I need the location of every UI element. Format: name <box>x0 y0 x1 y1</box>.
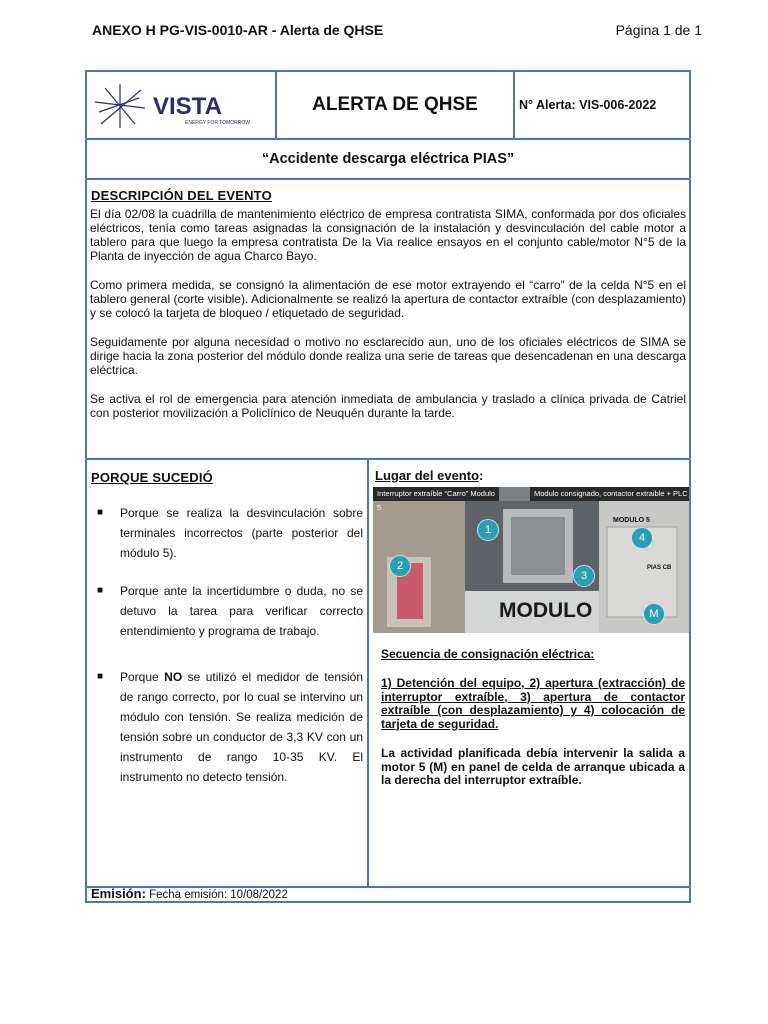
alert-form <box>85 70 691 903</box>
location-heading-text: Lugar del evento <box>375 468 480 483</box>
bullet-icon: ■ <box>97 507 104 518</box>
list-item <box>91 667 363 787</box>
emission-label: Emisión: <box>91 886 146 901</box>
marker-m-badge: M <box>643 603 665 625</box>
activity-note: La actividad planificada debía intervenir la salida a motor 5 (M) en panel de celda de arranque ubicada a la derecha del interruptor extraíble. <box>381 746 685 787</box>
why-text: se utilizó el medidor de tensión de rango correcto, por lo cual se intervino un módulo con tensión. Se realiza medición de tensión sobre un conductor de 3,3 KV con un instrumento de rango 10-35 KV. El instrumento no detecto tensión. <box>120 670 363 784</box>
photo-caption-right: Modulo consignado, contactor extraible + PLC <box>530 487 689 501</box>
list-item <box>91 503 363 563</box>
description-paragraph: Se activa el rol de emergencia para atención inmediata de ambulancia y traslado a clínica privada de Catriel con posterior movilización a Policlínico de Neuquén durante la tarde. <box>90 392 686 420</box>
description-paragraph: Como primera medida, se consignó la alimentación de ese motor extrayendo el “carro” de la celda N°5 en el tablero general (corte visible). Adicionalmente se realizó la apertura de contactor extraíble (con desplazamiento) y se colocó la tarjeta de bloqueo / etiquetado de seguridad. <box>90 278 686 320</box>
photo-label: MODULO <box>499 599 593 622</box>
bullet-icon: ■ <box>97 585 104 596</box>
photo-caption-left: Interruptor extraíble “Carro” Modulo 5 <box>373 487 499 501</box>
emission-row <box>91 886 288 901</box>
event-description <box>87 182 689 435</box>
sequence-body: 1) Detención del equipo, 2) apertura (extracción) de interruptor extraíble, 3) apertura de contactor extraíble (con desplazamiento) y 4) colocación de tarjeta de seguridad. <box>381 676 685 731</box>
why-heading: PORQUE SUCEDIÓ <box>91 470 213 485</box>
event-subtitle: “Accidente descarga eléctrica PIAS” <box>261 151 515 167</box>
description-paragraph: Seguidamente por alguna necesidad o motivo no esclarecido aun, uno de los oficiales eléctricos de SIMA se dirige hacia la zona posterior del módulo donde realiza una serie de tareas que desencadenan en una descarga eléctrica. <box>90 335 686 377</box>
location-section <box>371 462 689 788</box>
page-number: Página 1 de 1 <box>615 22 702 38</box>
marker-1-badge: 1 <box>477 519 499 541</box>
svg-text:ENERGY FOR TOMORROW: ENERGY FOR TOMORROW <box>185 120 251 126</box>
marker-2-badge: 2 <box>389 555 411 577</box>
why-emphasis: NO <box>164 670 183 684</box>
why-text: Porque <box>120 670 165 684</box>
alert-title: ALERTA DE QHSE <box>312 94 478 115</box>
panel-label: MODULO 5 <box>613 517 650 524</box>
why-section <box>87 462 367 805</box>
location-heading-colon: : <box>479 468 484 483</box>
description-heading: DESCRIPCIÓN DEL EVENTO <box>91 188 272 203</box>
marker-4-badge: 4 <box>631 527 653 549</box>
vista-logo <box>87 72 275 138</box>
location-heading <box>375 468 685 483</box>
emission-date: Fecha emisión: 10/08/2022 <box>149 889 288 901</box>
description-paragraph: El día 02/08 la cuadrilla de mantenimiento eléctrico de empresa contratista SIMA, conformada por dos oficiales eléctricos, tenía como tareas asignadas la consignación de la instalación y desvinculación del cable motor a tablero para que luego la empresa contratista De la Via realice ensayos en el conjunto cable/motor N°5 de la Planta de inyección de agua Charco Bayo. <box>90 207 686 263</box>
panel-label: PIAS CB <box>647 565 672 571</box>
bullet-icon: ■ <box>97 671 104 682</box>
why-text: Porque se realiza la desvinculación sobre terminales incorrectos (parte posterior del módulo 5). <box>120 506 363 560</box>
why-text: Porque ante la incertidumbre o duda, no se detuvo la tarea para verificar correcto entendimiento y programa de trabajo. <box>120 584 363 638</box>
svg-text:VISTA: VISTA <box>153 93 222 120</box>
document-code: ANEXO H PG-VIS-0010-AR - Alerta de QHSE <box>92 22 384 38</box>
star-burst-icon <box>95 84 145 128</box>
marker-3-badge: 3 <box>573 565 595 587</box>
list-item <box>91 581 363 641</box>
sequence-title: Secuencia de consignación eléctrica: <box>381 647 595 661</box>
alert-number: N° Alerta: VIS-006-2022 <box>519 98 657 112</box>
event-photo <box>373 487 689 633</box>
